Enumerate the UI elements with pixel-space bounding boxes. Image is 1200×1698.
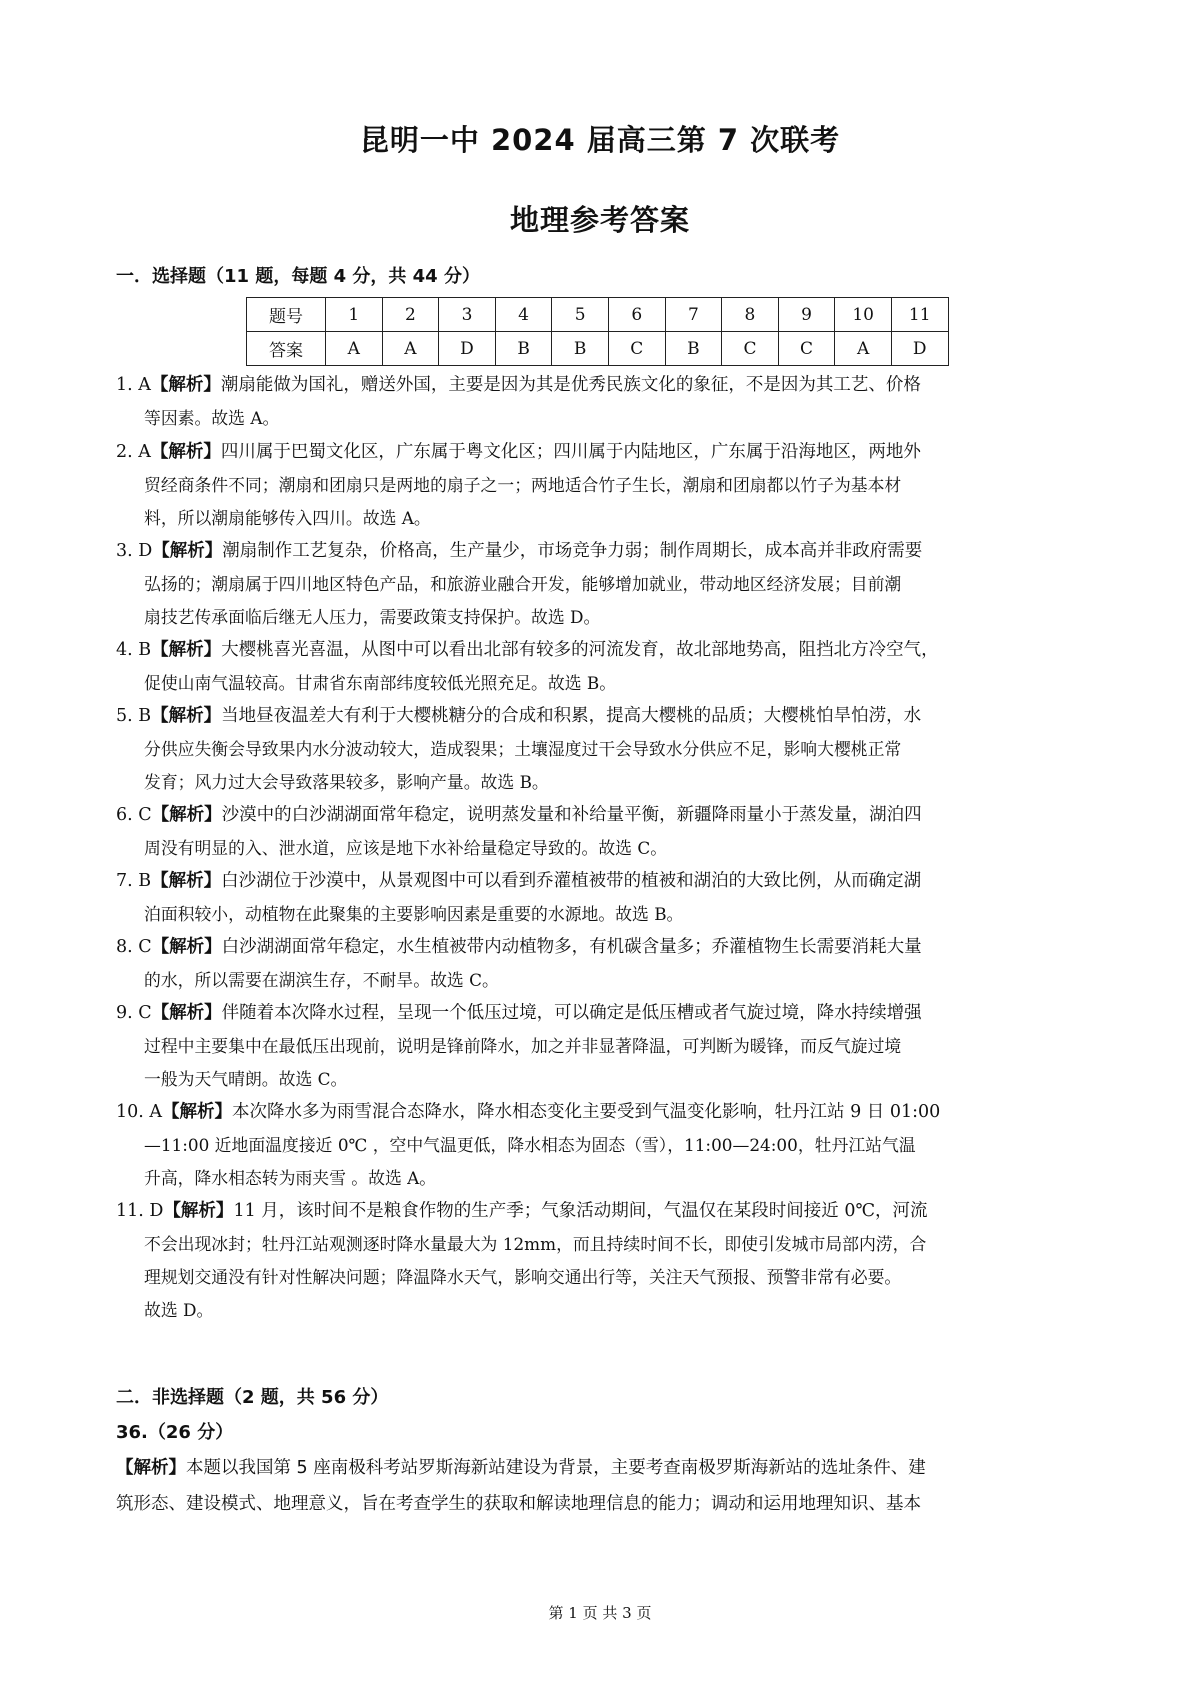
explanation-8 [116,931,1100,997]
explanation-5 [116,700,1100,799]
table-cell: 5 [552,298,609,332]
explanation-prefix: 6. C [116,805,152,825]
analysis-text: 本题以我国第 5 座南极科考站罗斯海新站建设为背景，主要考查南极罗斯海新站的选址条件、建 [186,1458,926,1478]
analysis-tag: 【解析】 [151,1003,222,1023]
table-cell: 6 [608,298,665,332]
explanation-9 [116,997,1100,1096]
explanation-text: 升高，降水相态转为雨夹雪 。故选 A。 [144,1168,437,1188]
explanation-text: 弘扬的；潮扇属于四川地区特色产品，和旅游业融合开发，能够增加就业，带动地区经济发展；目前潮 [144,574,902,594]
explanation-4 [116,634,1100,700]
table-cell: C [722,332,779,366]
explanation-11 [116,1195,1100,1327]
analysis-tag: 【解析】 [116,1458,186,1478]
explanation-text: 发育；风力过大会导致落果较多，影响产量。故选 B。 [144,772,549,792]
explanation-text: 大樱桃喜光喜温，从图中可以看出北部有较多的河流发育，故北部地势高，阻挡北方冷空气， [221,640,939,660]
table-cell: C [608,332,665,366]
answer-table [246,297,949,366]
explanation-text: 过程中主要集中在最低压出现前，说明是锋前降水，加之并非显著降温，可判断为暖锋，而反气旋过境 [144,1036,902,1056]
table-cell: A [382,332,439,366]
explanation-text: 当地昼夜温差大有利于大樱桃糖分的合成和积累，提高大樱桃的品质；大樱桃怕旱怕涝，水 [221,706,922,726]
analysis-text: 筑形态、建设模式、地理意义，旨在考查学生的获取和解读地理信息的能力；调动和运用地理知识、基本 [116,1494,921,1514]
explanation-text: 的水，所以需要在湖滨生存，不耐旱。故选 C。 [144,970,499,990]
explanation-10 [116,1096,1100,1195]
table-cell: 3 [439,298,496,332]
table-cell: 9 [778,298,835,332]
explanation-prefix: 11. D [116,1201,164,1221]
analysis-tag: 【解析】 [151,706,222,726]
question-36-analysis [116,1450,1100,1522]
explanation-text: 沙漠中的白沙湖湖面常年稳定，说明蒸发量和补给量平衡，新疆降雨量小于蒸发量，湖泊四 [221,805,922,825]
explanation-prefix: 3. D [116,541,153,561]
explanation-prefix: 2. A [116,442,151,462]
answer-table-row-answers [247,332,949,366]
explanation-prefix: 4. B [116,640,152,660]
explanation-3 [116,535,1100,634]
explanation-text: 伴随着本次降水过程，呈现一个低压过境，可以确定是低压槽或者气旋过境，降水持续增强 [221,1003,922,1023]
table-cell: 7 [665,298,722,332]
page-subtitle: 地理参考答案 [509,203,690,237]
explanation-text: 周没有明显的入、泄水道，应该是地下水补给量稳定导致的。故选 C。 [144,838,668,858]
analysis-tag: 【解析】 [163,1201,234,1221]
explanation-text: 分供应失衡会导致果内水分波动较大，造成裂果；土壤湿度过干会导致水分供应不足，影响大樱桃正常 [144,739,902,759]
table-cell: 4 [495,298,552,332]
explanation-text: 11 月，该时间不是粮食作物的生产季；气象活动期间，气温仅在某段时间接近 0℃，河流 [233,1201,928,1221]
table-cell: C [778,332,835,366]
table-cell: 8 [722,298,779,332]
explanation-prefix: 5. B [116,706,152,726]
analysis-tag: 【解析】 [150,442,221,462]
explanation-prefix: 1. A [116,375,151,395]
explanation-text: —11:00 近地面温度接近 0℃ ，空中气温更低，降水相态为固态（雪），11:00—24:00，牡丹江站气温 [144,1135,916,1155]
explanation-text: 理规划交通没有针对性解决问题；降温降水天气，影响交通出行等，关注天气预报、预警非常有必要。 [144,1267,902,1287]
table-cell: A [835,332,892,366]
analysis-tag: 【解析】 [151,640,222,660]
analysis-tag: 【解析】 [162,1102,233,1122]
explanation-1 [116,369,1100,435]
explanation-text: 故选 D。 [144,1300,214,1320]
explanation-text: 促使山南气温较高。甘肃省东南部纬度较低光照充足。故选 B。 [144,673,617,693]
section-heading-choice: 一．选择题（11 题，每题 4 分，共 44 分） [116,266,480,287]
explanation-text: 料，所以潮扇能够传入四川。故选 A。 [144,508,431,528]
explanation-text: 四川属于巴蜀文化区，广东属于粤文化区；四川属于内陆地区，广东属于沿海地区，两地外 [220,442,921,462]
analysis-tag: 【解析】 [151,871,222,891]
table-row-label: 答案 [247,332,326,366]
page-footer: 第 1 页 共 3 页 [548,1604,652,1622]
analysis-tag: 【解析】 [151,805,222,825]
analysis-tag: 【解析】 [151,937,222,957]
explanation-text: 一般为天气晴朗。故选 C。 [144,1069,348,1089]
explanation-prefix: 9. C [116,1003,152,1023]
explanation-text: 泊面积较小，动植物在此聚集的主要影响因素是重要的水源地。故选 B。 [144,904,684,924]
analysis-tag: 【解析】 [152,541,223,561]
explanation-6 [116,799,1100,865]
table-cell: B [665,332,722,366]
table-cell: B [552,332,609,366]
explanation-text: 潮扇制作工艺复杂，价格高，生产量少，市场竞争力弱；制作周期长，成本高并非政府需要 [222,541,923,561]
explanation-prefix: 10. A [116,1102,163,1122]
explanation-text: 白沙湖湖面常年稳定，水生植被带内动植物多，有机碳含量多；乔灌植物生长需要消耗大量 [221,937,922,957]
explanation-prefix: 8. C [116,937,152,957]
explanation-text: 贸经商条件不同；潮扇和团扇只是两地的扇子之一；两地适合竹子生长，潮扇和团扇都以竹子为基本材 [144,475,902,495]
explanation-text: 本次降水多为雨雪混合态降水，降水相态变化主要受到气温变化影响，牡丹江站 9 日 01:00 [232,1102,941,1122]
table-cell: D [891,332,948,366]
analysis-tag: 【解析】 [150,375,221,395]
explanation-text: 不会出现冰封；牡丹江站观测逐时降水量最大为 12mm，而且持续时间不长，即使引发城市局部内涝，合 [144,1234,927,1254]
explanation-prefix: 7. B [116,871,152,891]
explanation-text: 等因素。故选 A。 [144,408,280,428]
table-cell: 11 [891,298,948,332]
answer-table-row-numbers [247,298,949,332]
table-cell: A [326,332,383,366]
page-title: 昆明一中 2024 届高三第 7 次联考 [359,123,841,157]
explanation-text: 潮扇能做为国礼，赠送外国，主要是因为其是优秀民族文化的象征，不是因为其工艺、价格 [220,375,921,395]
explanation-7 [116,865,1100,931]
table-cell: D [439,332,496,366]
table-cell: 10 [835,298,892,332]
section-heading-nonchoice: 二．非选择题（2 题，共 56 分） [116,1387,389,1408]
explanation-text: 白沙湖位于沙漠中，从景观图中可以看到乔灌植被带的植被和湖泊的大致比例，从而确定湖 [221,871,922,891]
table-cell: 1 [326,298,383,332]
table-row-label: 题号 [247,298,326,332]
table-cell: B [495,332,552,366]
explanation-text: 扇技艺传承面临后继无人压力，需要政策支持保护。故选 D。 [144,607,601,627]
question-36-heading: 36.（26 分） [116,1422,234,1443]
explanation-2 [116,436,1100,535]
table-cell: 2 [382,298,439,332]
